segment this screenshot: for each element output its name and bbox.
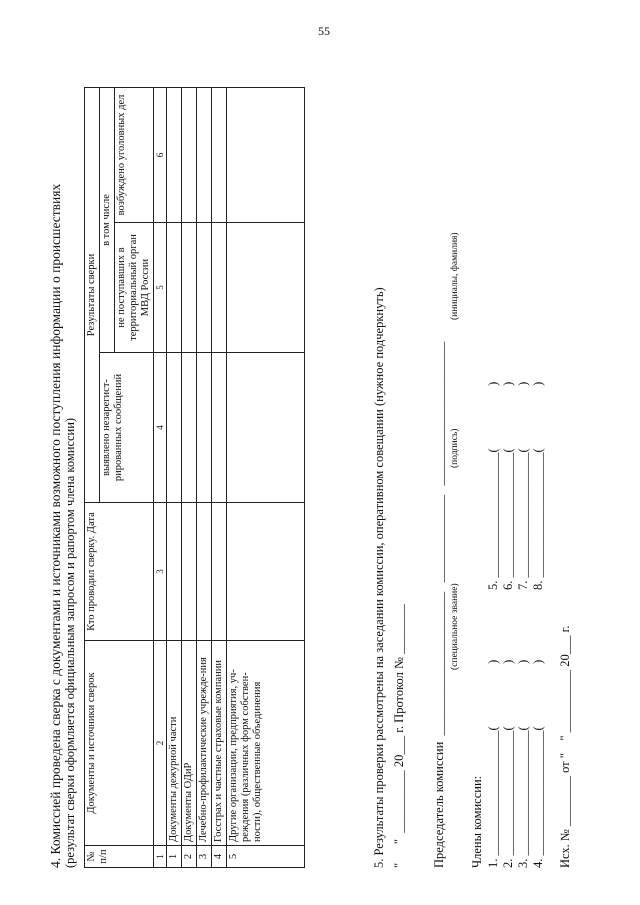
member-line[interactable]: 1. ____________________( ) [486,659,500,868]
row-number: 5 [227,846,305,868]
row-source: Документы дежурной части [167,641,182,846]
caption-name: (инициалы, фамилия) [450,232,460,320]
row-source: Госстрах и частные страховые компании [212,641,227,846]
table-row [197,87,212,867]
section5-text: 5. Результаты проверки рассмотрены на заседании комиссии, оперативном совещании (нужное подчеркнуть) [372,287,386,868]
cell-who[interactable] [182,503,197,641]
table-row [182,87,197,867]
protocol-line[interactable]: " " __________ 20___ г. Протокол № ________ [392,603,406,868]
section4-heading [48,88,78,868]
col-header-who: Кто проводил сверку. Дата [85,503,154,641]
cell-criminal[interactable] [167,87,182,222]
cell-not-received[interactable] [167,223,182,353]
table-row [167,87,182,867]
cell-not-received[interactable] [227,223,305,353]
col-header-not-received: не поступавших в территориальный орган МВД России [115,223,154,353]
page-number: 55 [318,24,330,38]
cell-revealed[interactable] [227,353,305,503]
row-number: 4 [212,846,227,868]
cell-revealed[interactable] [167,353,182,503]
cell-who[interactable] [227,503,305,641]
col-number: 2 [154,641,167,846]
col-number: 3 [154,503,167,641]
cell-not-received[interactable] [212,223,227,353]
cell-who[interactable] [212,503,227,641]
row-number: 3 [197,846,212,868]
cell-revealed[interactable] [212,353,227,503]
outgoing-number-line[interactable]: Исх. № ________ от " " __________ 20___ г. [558,625,572,868]
col-number: 1 [154,846,167,868]
col-header-num: № п/п [85,846,154,868]
column-number-row [154,87,167,867]
cell-not-received[interactable] [197,223,212,353]
col-header-criminal: возбуждено уголовных дел [115,87,154,222]
cell-revealed[interactable] [182,353,197,503]
table-row [227,87,305,867]
col-header-docs: Документы и источники сверок [85,641,154,846]
cell-criminal[interactable] [197,87,212,222]
section4-title: 4. Комиссией проведена сверка с документами и источниками возможного поступления информации о происшествиях [48,183,63,868]
col-header-results: Результаты сверки [85,87,100,502]
col-number: 6 [154,87,167,222]
member-line[interactable]: 3. ____________________( ) [516,659,530,868]
caption-rank: (специальное звание) [450,583,460,670]
member-line[interactable]: 7. ____________________( ) [516,381,530,590]
cell-not-received[interactable] [182,223,197,353]
col-number: 5 [154,223,167,353]
row-source: Другие организации, предприятия, уч-реждения (различных форм собствен-ности), общественные объединения [227,641,305,846]
members-title: Члены комиссии: [470,775,484,868]
reconciliation-table [84,87,305,868]
row-number: 1 [167,846,182,868]
member-line[interactable]: 8. ____________________( ) [531,381,545,590]
member-line[interactable]: 2. ____________________( ) [501,659,515,868]
col-header-including: в том числе [100,87,115,352]
chairman-signature-line[interactable]: Председатель комиссии _______________________ ______________ _______________________ [432,341,446,868]
table-header-row [85,87,100,867]
caption-signature: (подпись) [450,428,460,468]
row-source: Документы ОДиР [182,641,197,846]
row-source: Лечебно-профилактические учрежде-ния [197,641,212,846]
rotated-form-sheet [40,80,600,880]
col-header-revealed: выявлено незарегист-рированных сообщений [100,353,154,503]
member-line[interactable]: 6. ____________________( ) [501,381,515,590]
table-row [212,87,227,867]
member-line[interactable]: 5. ____________________( ) [486,381,500,590]
cell-criminal[interactable] [182,87,197,222]
section4-note: (результат сверки оформляется официальным запросом и рапортом члена комиссии) [63,417,77,868]
cell-revealed[interactable] [197,353,212,503]
row-number: 2 [182,846,197,868]
cell-criminal[interactable] [212,87,227,222]
col-number: 4 [154,353,167,503]
member-line[interactable]: 4. ____________________( ) [531,659,545,868]
cell-who[interactable] [167,503,182,641]
cell-criminal[interactable] [227,87,305,222]
cell-who[interactable] [197,503,212,641]
